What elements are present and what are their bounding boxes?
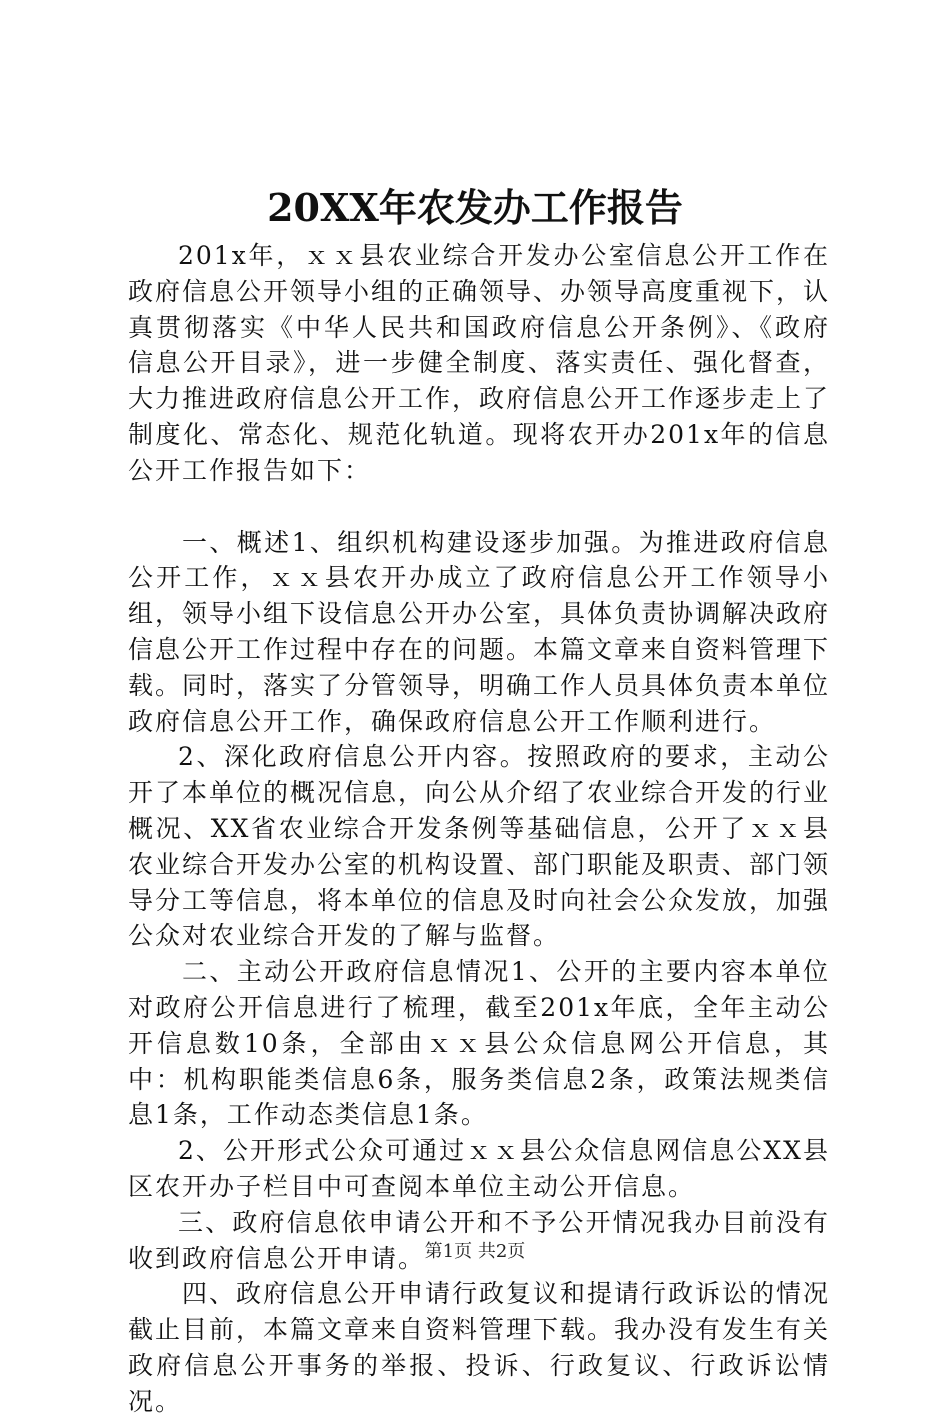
paragraph-disclosure-form: 2、公开形式公众可通过ｘｘ县公众信息网信息公XX县区农开办子栏目中可查阅本单位主动公开信息。 [128,1136,830,1201]
paragraph-application: 三、政府信息依申请公开和不予公开情况我办目前没有收到政府信息公开申请。 [128,1207,830,1273]
paragraph-overview: 一、概述1、组织机构建设逐步加强。为推进政府信息公开工作，ｘｘ县农开办成立了政府信息公开工作领导小组，领导小组下设信息公开办公室，具体负责协调解决政府信息公开工作过程中存在的问题。本篇文章来自资料管理下载。同时，落实了分管领导，明确工作人员具体负责本单位政府信息公开工作，确保政府信息公开工作顺利进行。 [128,527,831,736]
paragraph-intro: 201x年，ｘｘ县农业综合开发办公室信息公开工作在政府信息公开领导小组的正确领导、办领导高度重视下，认真贯彻落实《中华人民共和国政府信息公开条例》、《政府信息公开目录》，进一步健全制度、落实责任、强化督查，大力推进政府信息公开工作，政府信息公开工作逐步走上了制度化、常态化、规范化轨道。现将农开办201x年的信息公开工作报告如下： [128,241,831,485]
paragraph-review: 四、政府信息公开申请行政复议和提请行政诉讼的情况截止目前，本篇文章来自资料管理下载。我办没有发生有关政府信息公开事务的举报、投诉、行政复议、行政诉讼情况。 [128,1279,831,1416]
paragraph-gap [128,489,830,525]
paragraph-active-disclosure: 二、主动公开政府信息情况1、公开的主要内容本单位对政府公开信息进行了梳理，截至201x年底，全年主动公开信息数10条，全部由ｘｘ县公众信息网公开信息，其中：机构职能类信息6条，服务类信息2条，政策法规类信息1条，工作动态类信息1条。 [128,957,830,1130]
paragraph-content: 2、深化政府信息公开内容。按照政府的要求，主动公开了本单位的概况信息，向公从介绍了农业综合开发的行业概况、XX省农业综合开发条例等基础信息，公开了ｘｘ县农业综合开发办公室的机构设置、部门职能及职责、部门领导分工等信息，将本单位的信息及时向社会公众发放，加强公众对农业综合开发的了解与监督。 [128,742,831,951]
document-title: 20XX年农发办工作报告 [267,185,683,230]
page-footer: 第1页 共2页 [424,1241,526,1262]
